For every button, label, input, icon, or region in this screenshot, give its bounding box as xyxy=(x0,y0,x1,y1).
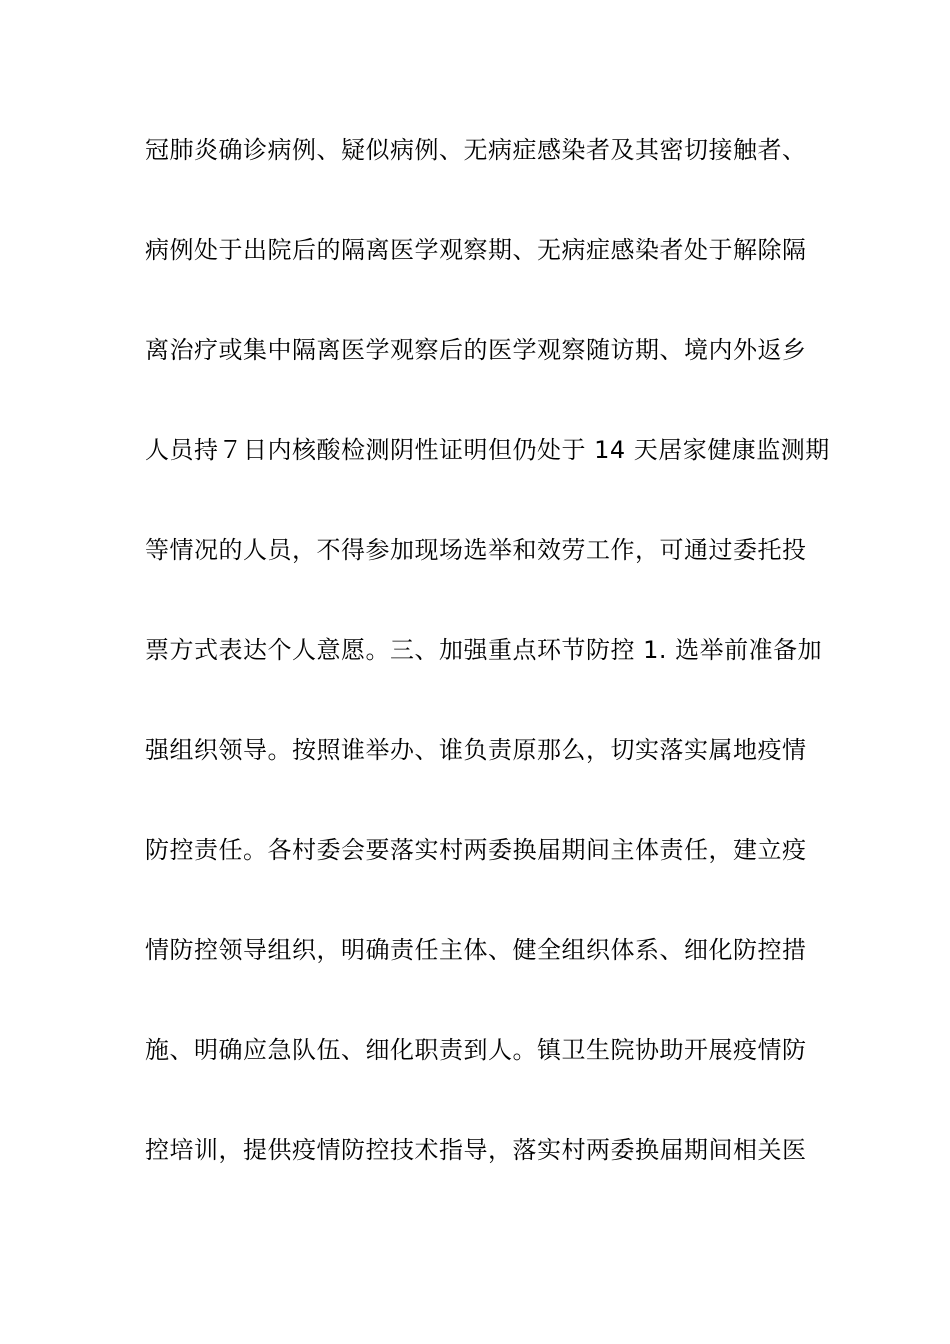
text-line: 离治疗或集中隔离医学观察后的医学观察随访期、境内外返乡 xyxy=(145,336,807,364)
text-line: 人员持７日内核酸检测阴性证明但仍处于 14 天居家健康监测期 xyxy=(145,436,830,464)
text-line: 控培训，提供疫情防控技术指导，落实村两委换届期间相关医 xyxy=(145,1136,807,1164)
text-line: 票方式表达个人意愿。三、加强重点环节防控 1. 选举前准备加 xyxy=(145,636,823,664)
text-line: 强组织领导。按照谁举办、谁负责原那么，切实落实属地疫情 xyxy=(145,736,807,764)
text-line: 施、明确应急队伍、细化职责到人。镇卫生院协助开展疫情防 xyxy=(145,1036,807,1064)
text-line: 情防控领导组织，明确责任主体、健全组织体系、细化防控措 xyxy=(145,936,807,964)
body-text xyxy=(145,133,830,1233)
text-line: 冠肺炎确诊病例、疑似病例、无病症感染者及其密切接触者、 xyxy=(145,136,807,164)
text-line: 病例处于出院后的隔离医学观察期、无病症感染者处于解除隔 xyxy=(145,236,807,264)
text-line: 等情况的人员，不得参加现场选举和效劳工作，可通过委托投 xyxy=(145,536,807,564)
text-line: 防控责任。各村委会要落实村两委换届期间主体责任，建立疫 xyxy=(145,836,807,864)
